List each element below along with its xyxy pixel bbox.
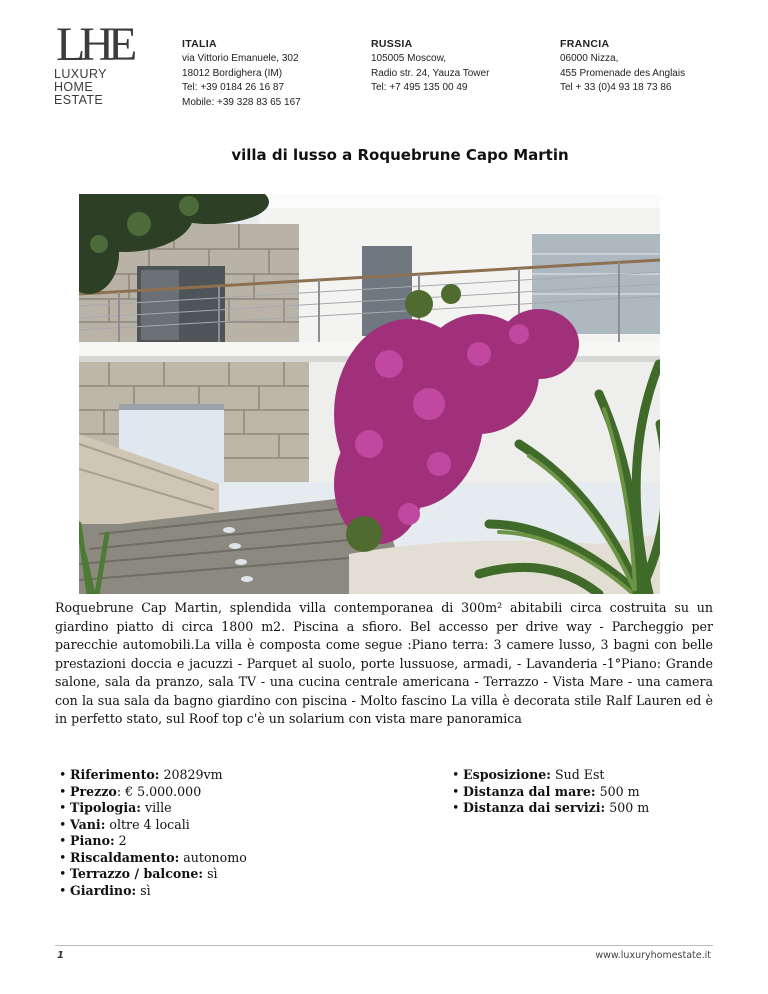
page-number: 1 xyxy=(57,950,64,961)
office-phone: Tel + 33 (0)4 93 18 73 86 xyxy=(560,82,672,94)
feature-item: • Distanza dai servizi: 500 m xyxy=(452,800,649,817)
footer-website-link[interactable]: www.luxuryhomestate.it xyxy=(595,950,711,961)
logo-monogram xyxy=(54,18,164,71)
company-logo xyxy=(54,18,164,107)
feature-item: • Terrazzo / balcone: sì xyxy=(59,866,247,883)
feature-item: • Distanza dal mare: 500 m xyxy=(452,784,649,801)
office-address-line: 18012 Bordighera (IM) xyxy=(182,67,283,79)
feature-item: • Tipologia: ville xyxy=(59,800,247,817)
office-russia xyxy=(371,37,489,96)
office-address-line: Radio str. 24, Yauza Tower xyxy=(371,67,490,79)
logo-line-2: HOME xyxy=(54,80,94,94)
office-country: RUSSIA xyxy=(371,38,413,50)
feature-item: • Piano: 2 xyxy=(59,833,247,850)
logo-line-1: LUXURY xyxy=(54,67,107,81)
feature-item: • Vani: oltre 4 locali xyxy=(59,817,247,834)
feature-item: • Riferimento: 20829vm xyxy=(59,767,247,784)
logo-letters: LHE xyxy=(56,18,132,71)
listing-title: villa di lusso a Roquebrune Capo Martin xyxy=(231,146,569,164)
office-address-line: 06000 Nizza, xyxy=(560,52,619,64)
listing-description: Roquebrune Cap Martin, splendida villa contemporanea di 300m² abitabili circa costruita su un giardino piatto di circa 1800 m2. Piscina a sfioro. Bel accesso per drive way - Parcheggio per parecchie automobili.La villa è composta come segue :Piano terra: 3 camere lusso, 3 bagni con belle prestazioni doccia e jacuzzi - Parquet al suolo, porte lussuose, armadi, - Lavanderia -1°Piano: Grande salone, sala da pranzo, sala TV - una cucina centrale americana - Terrazzo - Vista Mare - una camera con la sua sala da bagno giardino con piscina - Molto fascino La villa è decorata stile Ralf Lauren ed è in perfetto stato, sul Roof top c'è un solarium con vista mare panoramica xyxy=(55,600,713,726)
feature-item: • Giardino: sì xyxy=(59,883,247,900)
office-country: FRANCIA xyxy=(560,38,610,50)
office-italia xyxy=(182,37,301,111)
feature-item: • Esposizione: Sud Est xyxy=(452,767,649,784)
feature-item: • Prezzo: € 5.000.000 xyxy=(59,784,247,801)
feature-item: • Riscaldamento: autonomo xyxy=(59,850,247,867)
office-phone: Tel: +39 0184 26 16 87 xyxy=(182,82,285,94)
logo-line-3: ESTATE xyxy=(54,93,104,107)
office-francia xyxy=(560,37,685,96)
logo-wordmark xyxy=(54,68,164,107)
office-mobile: Mobile: +39 328 83 65 167 xyxy=(182,97,301,109)
office-address-line: 105005 Moscow, xyxy=(371,52,447,64)
office-country: ITALIA xyxy=(182,38,217,50)
footer-divider xyxy=(55,945,713,946)
features-list-left xyxy=(59,767,247,899)
office-address-line: 455 Promenade des Anglais xyxy=(560,67,686,79)
office-address-line: via Vittorio Emanuele, 302 xyxy=(182,52,299,64)
features-list-right xyxy=(452,767,649,817)
office-phone: Tel: +7 495 135 00 49 xyxy=(371,82,468,94)
property-photo xyxy=(79,194,660,594)
